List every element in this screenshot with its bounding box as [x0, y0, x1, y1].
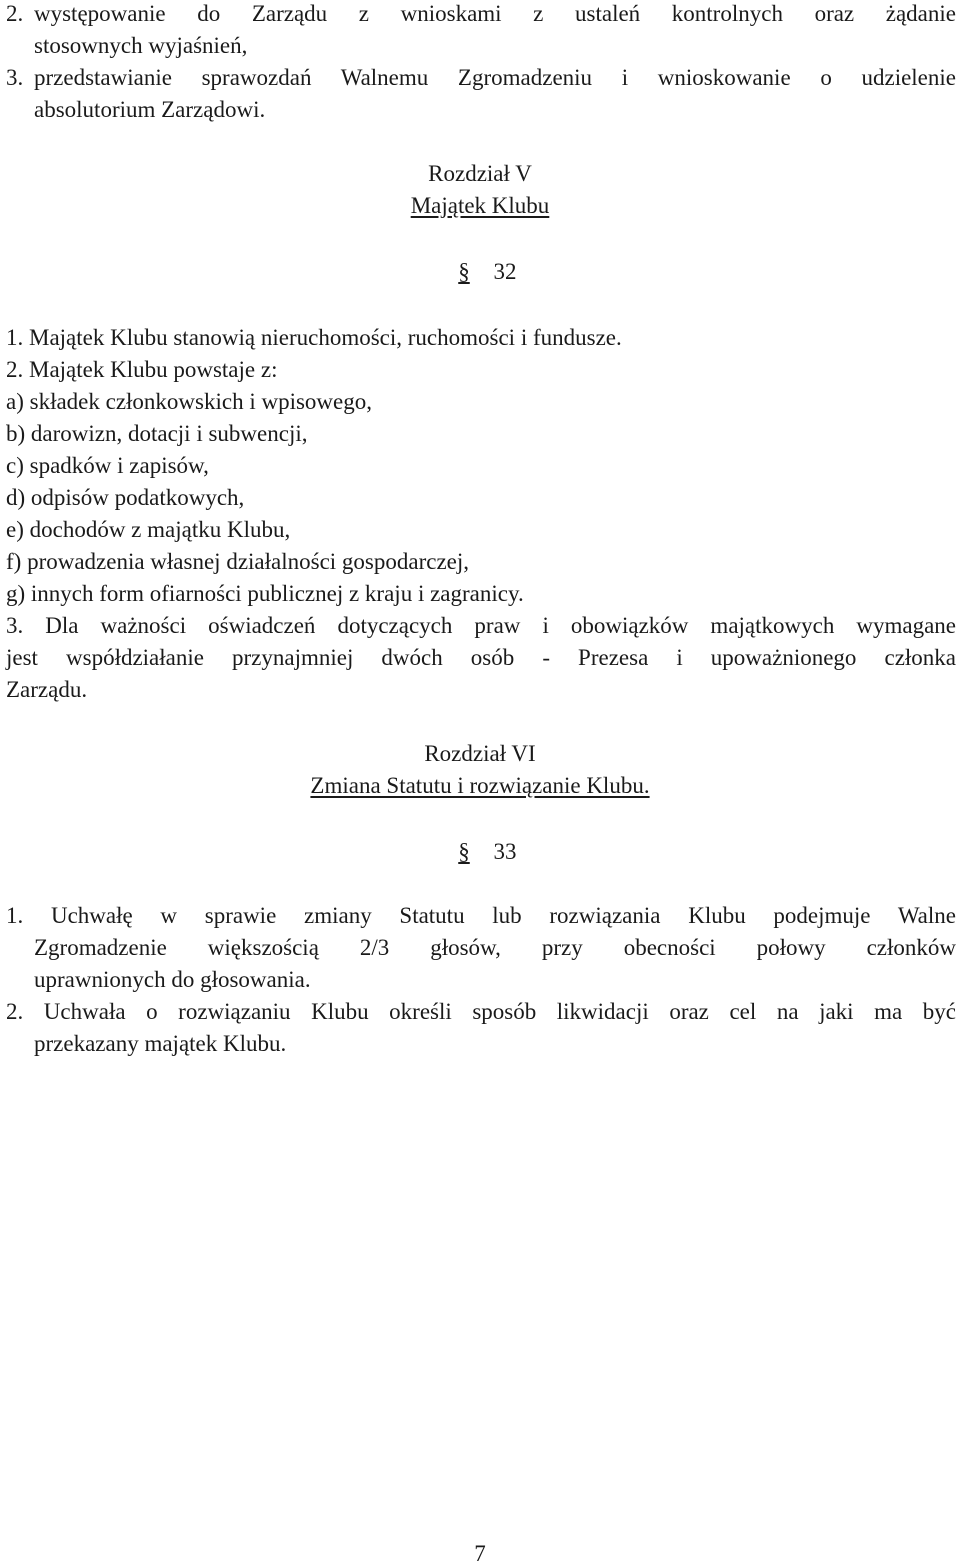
paragraph-number: 33	[493, 839, 517, 864]
paragraph-text: 2. Uchwała o rozwiązaniu Klubu określi sposób likwidacji oraz cel na jaki ma być	[6, 999, 956, 1024]
paragraph-number: 32	[493, 259, 517, 284]
chapter-subtitle: Majątek Klubu	[410, 193, 550, 218]
sub-item: e) dochodów z majątku Klubu,	[6, 517, 291, 542]
chapter-subtitle: Zmiana Statutu i rozwiązanie Klubu.	[310, 773, 650, 798]
sub-item: a) składek członkowskich i wpisowego,	[6, 389, 373, 414]
sub-item: d) odpisów podatkowych,	[6, 485, 245, 510]
paragraph-text: 2. Majątek Klubu powstaje z:	[6, 357, 278, 382]
section-sign: §	[458, 839, 470, 864]
paragraph-text: przekazany majątek Klubu.	[34, 1031, 287, 1056]
paragraph-text: Zgromadzenie większością 2/3 głosów, przy obecności połowy członków	[34, 935, 956, 960]
paragraph-text: jest współdziałanie przynajmniej dwóch osób - Prezesa i upoważnionego członka	[6, 645, 956, 670]
chapter-heading: Rozdział VI	[424, 741, 536, 766]
list-item-text: absolutorium Zarządowi.	[34, 97, 266, 122]
section-sign: §	[458, 259, 470, 284]
chapter-heading: Rozdział V	[428, 161, 532, 186]
sub-item: f) prowadzenia własnej działalności gospodarczej,	[6, 549, 469, 574]
list-item-number: 3.	[6, 65, 24, 90]
paragraph-text: Zarządu.	[6, 677, 88, 702]
sub-item: c) spadków i zapisów,	[6, 453, 209, 478]
paragraph-text: 1. Uchwałę w sprawie zmiany Statutu lub rozwiązania Klubu podejmuje Walne	[6, 903, 956, 928]
list-item-text: przedstawianie sprawozdań Walnemu Zgromadzeniu i wnioskowanie o udzielenie	[34, 65, 956, 90]
list-item-text: występowanie do Zarządu z wnioskami z ustaleń kontrolnych oraz żądanie	[34, 1, 956, 26]
paragraph-marker	[452, 838, 517, 866]
paragraph-marker	[452, 258, 517, 286]
page-number: 7	[474, 1541, 486, 1566]
list-item-number: 2.	[6, 1, 24, 26]
sub-item: b) darowizn, dotacji i subwencji,	[6, 421, 308, 446]
paragraph-text: 1. Majątek Klubu stanowią nieruchomości, ruchomości i fundusze.	[6, 325, 622, 350]
list-item-text: stosownych wyjaśnień,	[34, 33, 248, 58]
sub-item: g) innych form ofiarności publicznej z kraju i zagranicy.	[6, 581, 524, 606]
paragraph-text: uprawnionych do głosowania.	[34, 967, 311, 992]
paragraph-text: 3. Dla ważności oświadczeń dotyczących praw i obowiązków majątkowych wymagane	[6, 613, 956, 638]
